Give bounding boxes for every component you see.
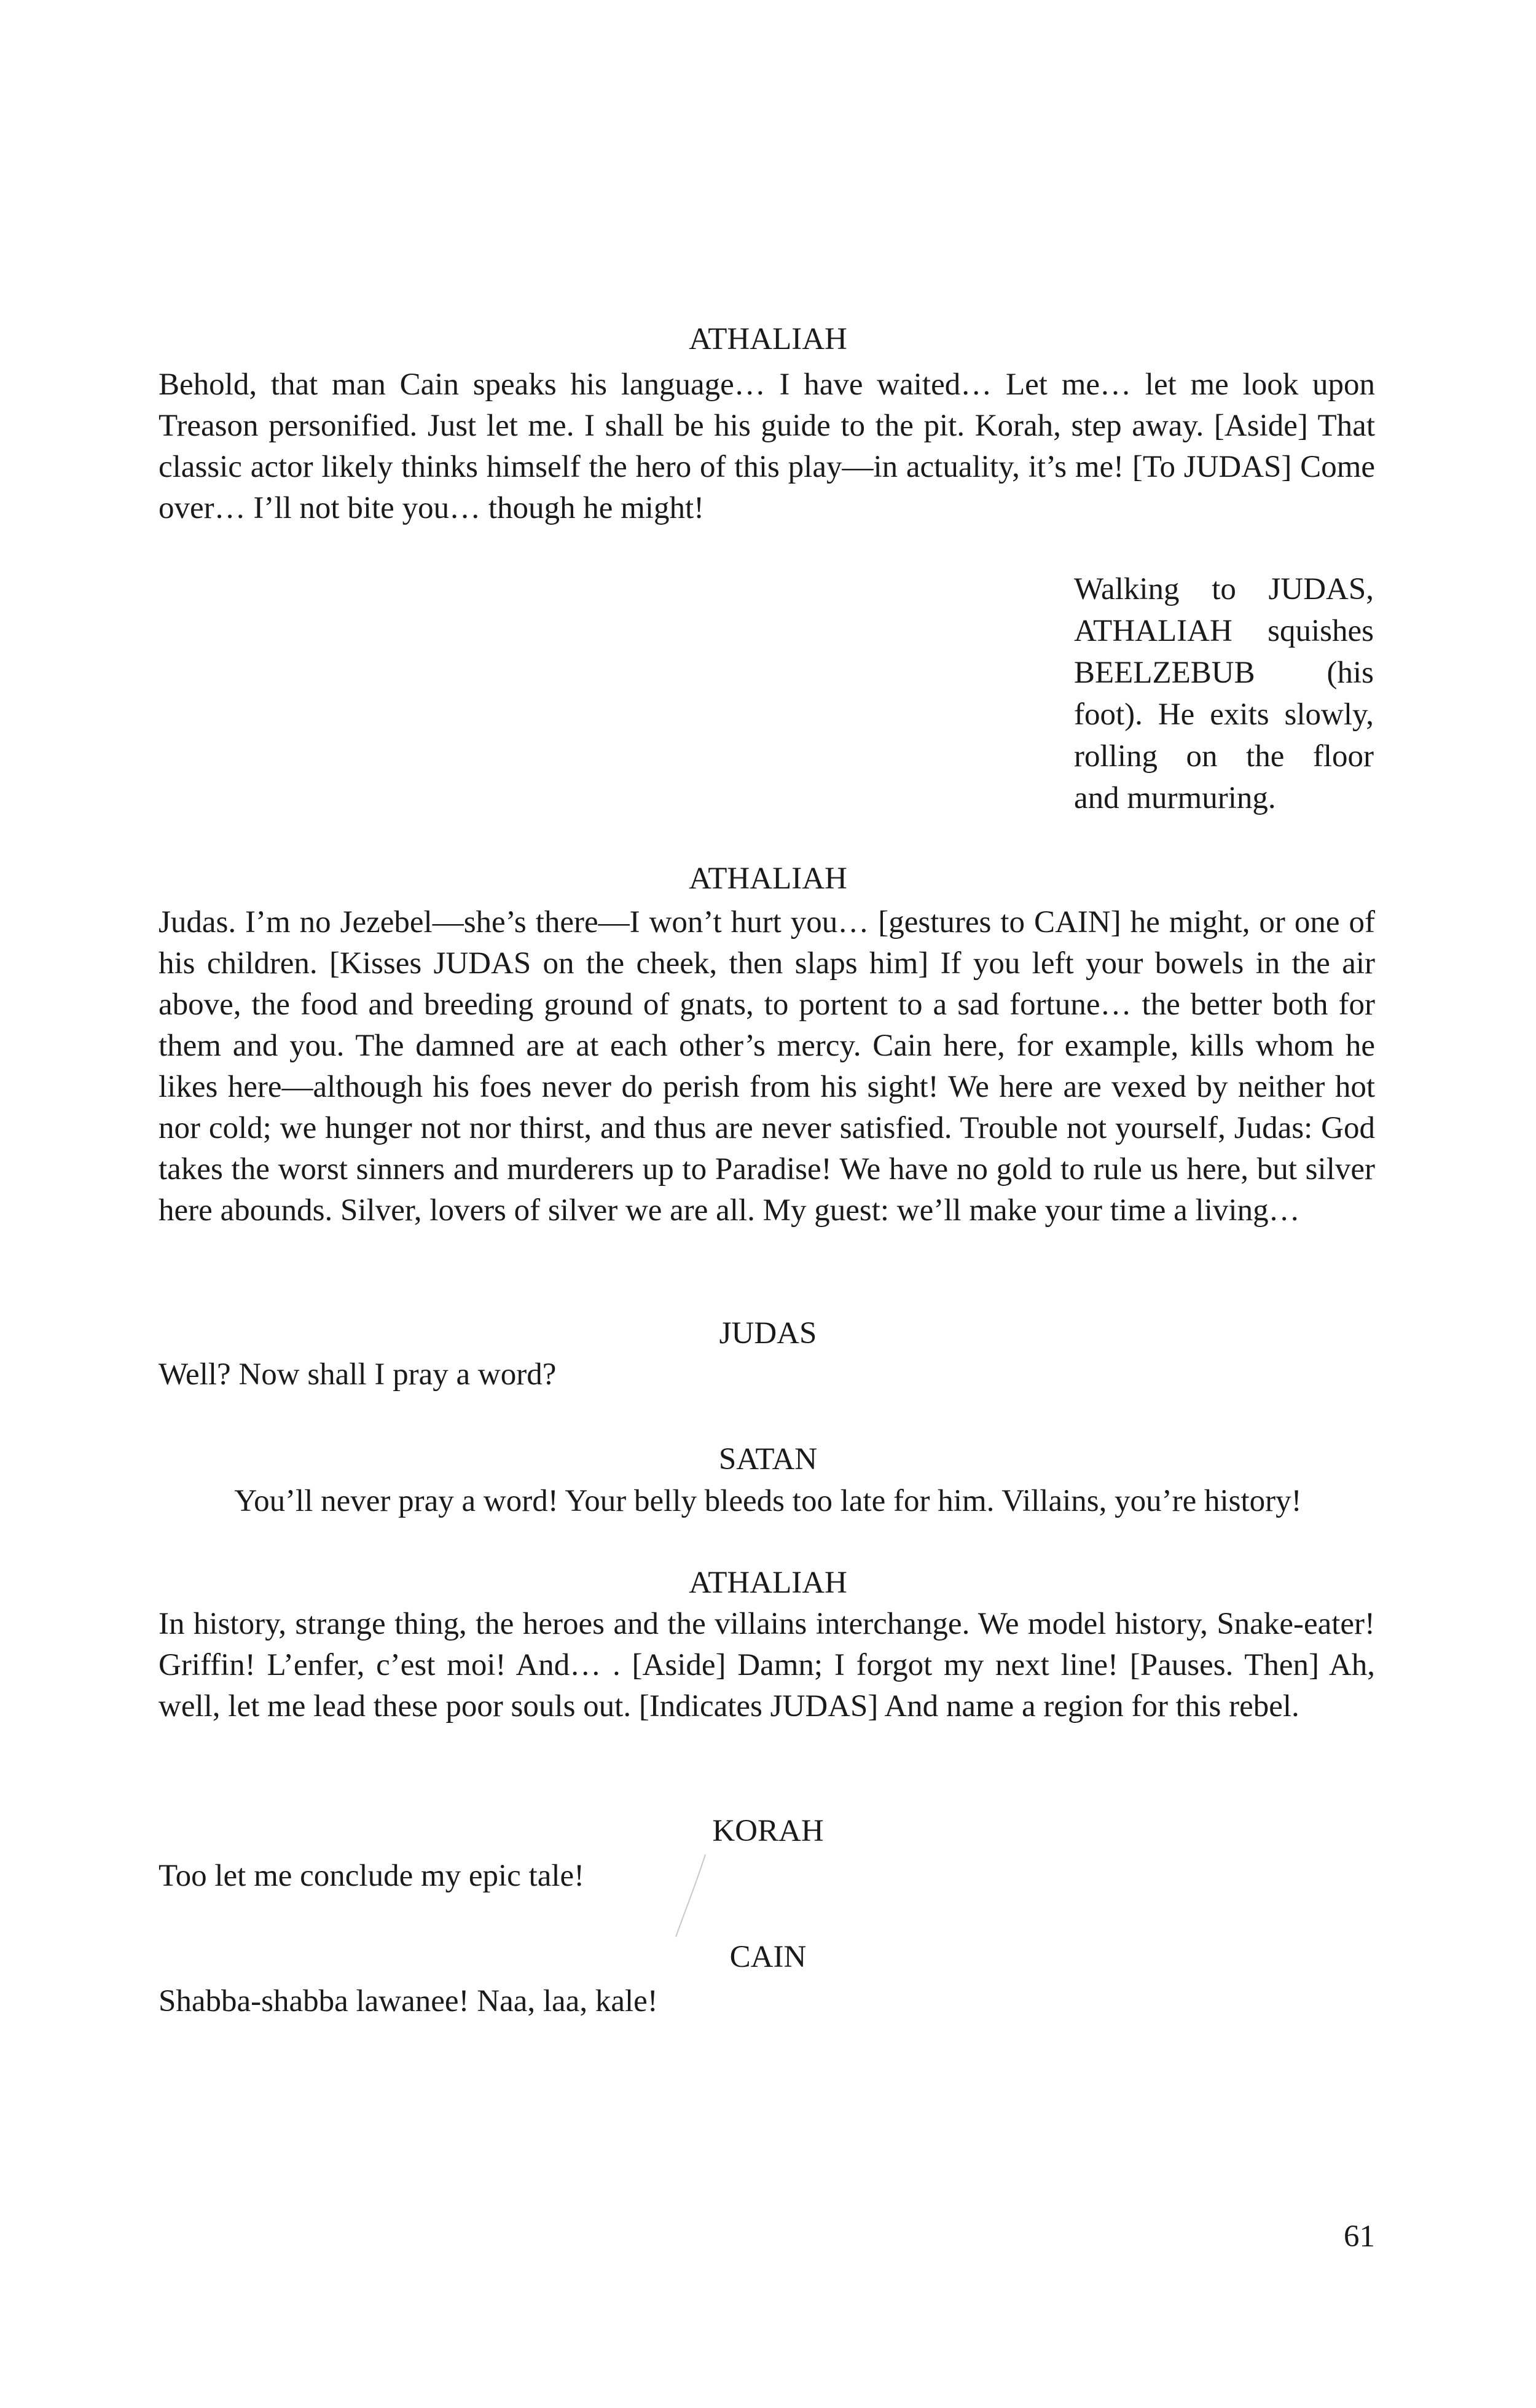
speaker-name-judas: JUDAS	[719, 1316, 817, 1351]
stage-direction-line: BEELZEBUB (his	[1074, 656, 1374, 690]
page-number: 61	[1344, 2219, 1375, 2254]
dialogue-korah: Too let me conclude my epic tale!	[159, 1859, 585, 1893]
stage-direction-line: and murmuring.	[1074, 781, 1276, 815]
dialogue-satan: You’ll never pray a word! Your belly bleeds too late for him. Villains, you’re history!	[234, 1484, 1302, 1518]
speaker-name-korah: KORAH	[712, 1814, 824, 1848]
dialogue-cain: Shabba-shabba lawanee! Naa, laa, kale!	[159, 1984, 658, 2018]
speaker-name-cain: CAIN	[729, 1940, 807, 1974]
dialogue-athaliah-1: Behold, that man Cain speaks his language… I have waited… Let me… let me look upon Treason personified. Just let me. I shall be his guide to the pit. Korah, step away. [Aside] That classic actor likely thinks himself the hero of this play—in actuality, it’s me! [To JUDAS] Come over… I’ll not bite you… though he might!	[159, 367, 1375, 525]
dialogue-judas: Well? Now shall I pray a word?	[159, 1357, 557, 1392]
speaker-name-satan: SATAN	[718, 1442, 818, 1477]
pencil-mark	[670, 1849, 713, 1942]
dialogue-athaliah-2: Judas. I’m no Jezebel—she’s there—I won’t hurt you… [gestures to CAIN] he might, or one of his children. [Kisses JUDAS on the cheek, then slaps him] If you left your bowels in the air above, the food and breeding ground of gnats, to portent to a sad fortune… the better both for them and you. The damned are at each other’s mercy. Cain here, for example, kills whom he likes here—although his foes never do perish from his sight! We here are vexed by neither hot nor cold; we hunger not nor thirst, and thus are never satisfied. Trouble not yourself, Judas: God takes the worst sinners and murderers up to Paradise! We have no gold to rule us here, but silver here abounds. Silver, lovers of silver we are all. My guest: we’ll make your time a living…	[159, 905, 1375, 1228]
stage-direction-line: rolling on the floor	[1074, 739, 1374, 774]
dialogue-athaliah-3: In history, strange thing, the heroes and the villains interchange. We model history, Snake-eater! Griffin! L’enfer, c’est moi! And… . [Aside] Damn; I forgot my next line! [Pauses. Then] Ah, well, let me lead these poor souls out. [Indicates JUDAS] And name a region for this rebel.	[159, 1607, 1375, 1724]
stage-direction	[1074, 568, 1374, 819]
stage-direction-line: Walking to JUDAS,	[1074, 572, 1374, 606]
stage-direction-line: foot). He exits slowly,	[1074, 697, 1374, 732]
speaker-name-athaliah: ATHALIAH	[689, 1566, 847, 1600]
speaker-name-athaliah: ATHALIAH	[689, 861, 847, 896]
speaker-name-athaliah: ATHALIAH	[689, 322, 847, 356]
stage-direction-line: ATHALIAH squishes	[1074, 614, 1374, 648]
